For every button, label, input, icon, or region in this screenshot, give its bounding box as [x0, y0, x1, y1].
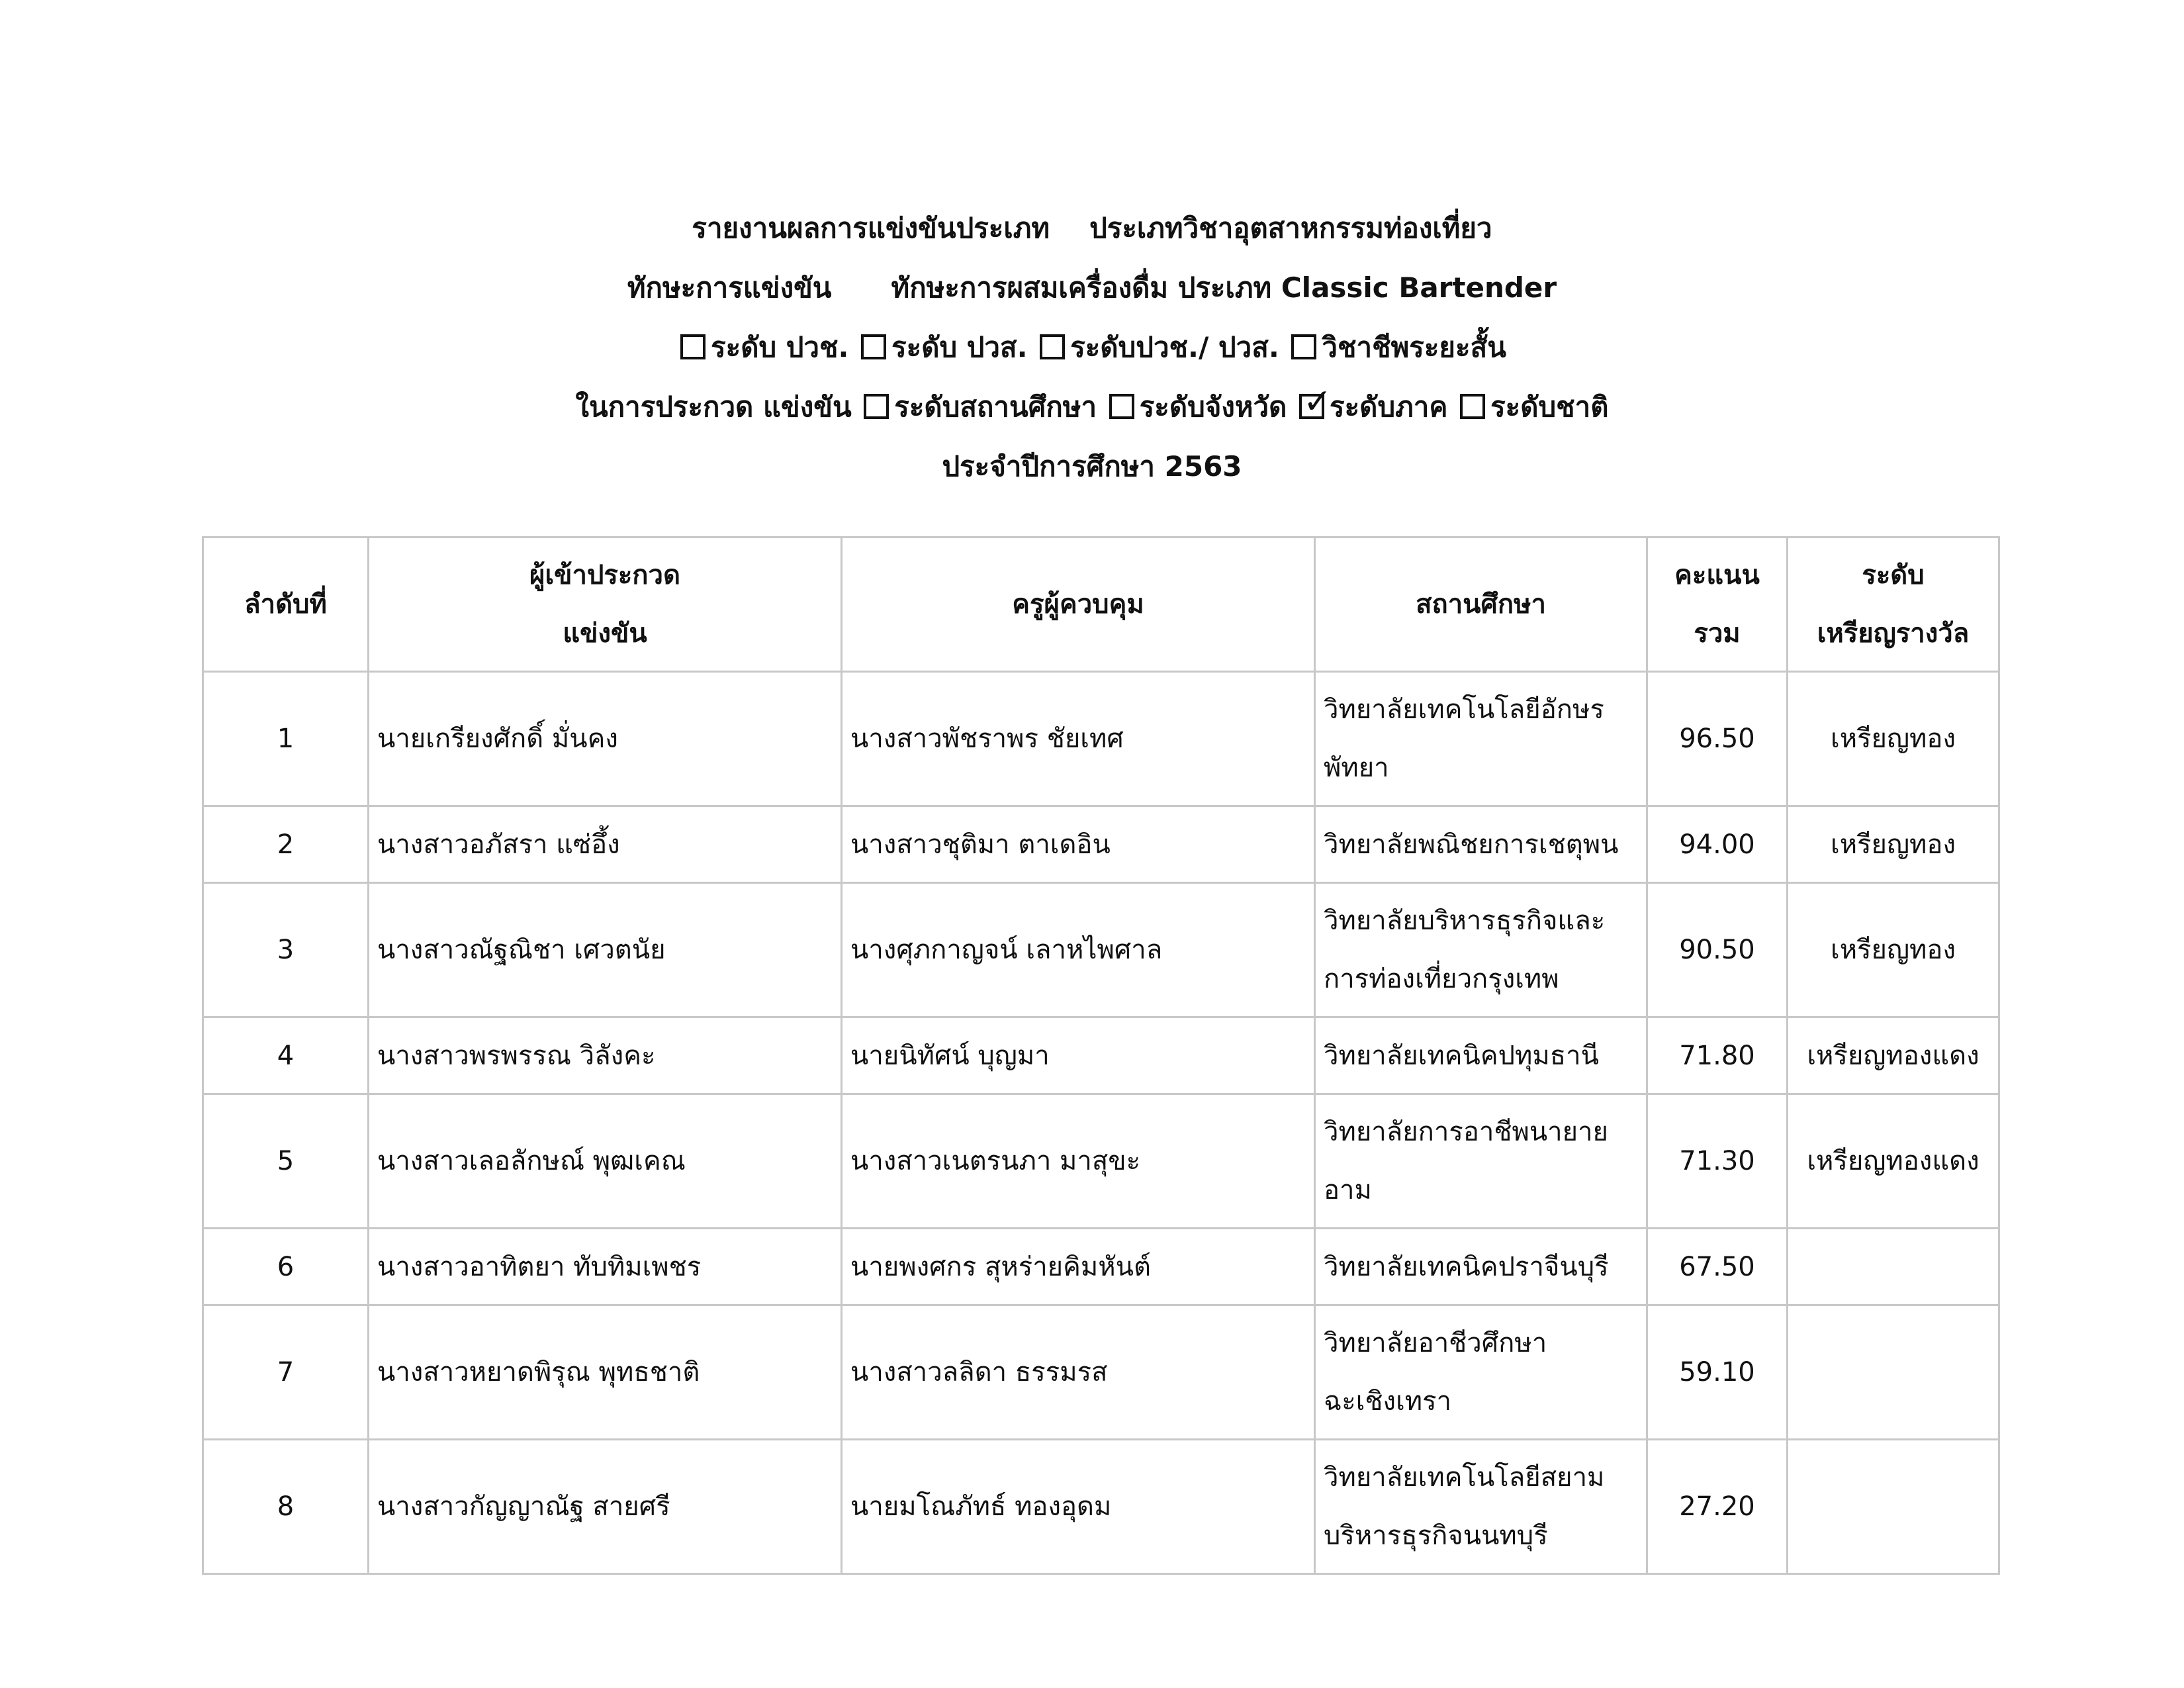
cell-school: วิทยาลัยบริหารธุรกิจและ การท่องเที่ยวกรุงเทพ [1315, 883, 1647, 1017]
level-higher-vocational-label: ระดับ ปวส. [891, 331, 1028, 363]
cell-score: 96.50 [1647, 672, 1788, 806]
cell-participant: นางสาวอภัสรา แซ่อึ้ง [369, 806, 842, 883]
cell-score: 67.50 [1647, 1229, 1788, 1305]
cell-no: 4 [203, 1017, 369, 1094]
header-line-education-levels [0, 318, 2184, 377]
contest-national-label: ระดับชาติ [1490, 391, 1609, 423]
checkbox-contest-province[interactable] [1109, 394, 1134, 419]
cell-participant: นางสาวพรพรรณ วิลังคะ [369, 1017, 842, 1094]
header-line-contest-levels [0, 377, 2184, 437]
header-line-year: ประจำปีการศึกษา 2563 [942, 450, 1242, 483]
checkbox-level-higher-vocational[interactable] [861, 334, 886, 359]
cell-teacher: นางศุภกาญจน์ เลาหไพศาล [842, 883, 1315, 1017]
cell-award: เหรียญทองแดง [1788, 1094, 1999, 1229]
cell-no: 3 [203, 883, 369, 1017]
contest-prefix: ในการประกวด แข่งขัน [575, 391, 852, 423]
level-short-course-label: วิชาชีพระยะสั้น [1322, 331, 1506, 363]
cell-score: 71.80 [1647, 1017, 1788, 1094]
table-row [203, 1305, 1999, 1440]
report-type-value: ประเภทวิชาอุตสาหกรรมท่องเที่ยว [1089, 212, 1492, 244]
skill-value: ทักษะการผสมเครื่องดื่ม ประเภท Classic Bartender [891, 271, 1557, 304]
checkbox-contest-region[interactable] [1299, 382, 1332, 422]
cell-teacher: นายนิทัศน์ บุญมา [842, 1017, 1315, 1094]
cell-award [1788, 1305, 1999, 1440]
cell-teacher: นางสาวลลิดา ธรรมรส [842, 1305, 1315, 1440]
col-header-no: ลำดับที่ [203, 538, 369, 672]
contest-institution-label: ระดับสถานศึกษา [894, 391, 1097, 423]
col-header-participant: ผู้เข้าประกวด แข่งขัน [369, 538, 842, 672]
cell-school: วิทยาลัยเทคโนโลยีอักษร พัทยา [1315, 672, 1647, 806]
cell-participant: นางสาวณัฐณิชา เศวตนัย [369, 883, 842, 1017]
table-header-row [203, 538, 1999, 672]
level-both-label: ระดับปวช./ ปวส. [1070, 331, 1279, 363]
cell-score: 71.30 [1647, 1094, 1788, 1229]
cell-teacher: นายพงศกร สุหร่ายคิมหันต์ [842, 1229, 1315, 1305]
cell-no: 6 [203, 1229, 369, 1305]
checkbox-level-vocational-cert[interactable] [680, 334, 705, 359]
cell-award: เหรียญทองแดง [1788, 1017, 1999, 1094]
checkbox-level-both[interactable] [1040, 334, 1065, 359]
report-header [0, 199, 2184, 496]
cell-score: 27.20 [1647, 1440, 1788, 1574]
table-row [203, 806, 1999, 883]
col-header-award: ระดับ เหรียญรางวัล [1788, 538, 1999, 672]
cell-participant: นางสาวอาทิตยา ทับทิมเพชร [369, 1229, 842, 1305]
cell-no: 1 [203, 672, 369, 806]
checkbox-contest-national[interactable] [1460, 394, 1485, 419]
table-row [203, 1229, 1999, 1305]
cell-participant: นางสาวเลอลักษณ์ พุฒเคณ [369, 1094, 842, 1229]
cell-teacher: นางสาวเนตรนภา มาสุขะ [842, 1094, 1315, 1229]
cell-participant: นางสาวหยาดพิรุณ พุทธชาติ [369, 1305, 842, 1440]
checkbox-level-short-course[interactable] [1291, 334, 1316, 359]
cell-award [1788, 1229, 1999, 1305]
cell-score: 59.10 [1647, 1305, 1788, 1440]
header-line-category [0, 199, 2184, 258]
cell-no: 7 [203, 1305, 369, 1440]
cell-school: วิทยาลัยเทคนิคปทุมธานี [1315, 1017, 1647, 1094]
cell-score: 90.50 [1647, 883, 1788, 1017]
table-row [203, 1440, 1999, 1574]
checkbox-contest-institution[interactable] [864, 394, 889, 419]
cell-no: 5 [203, 1094, 369, 1229]
cell-teacher: นางสาวพัชราพร ชัยเทศ [842, 672, 1315, 806]
skill-label: ทักษะการแข่งขัน [627, 271, 832, 304]
contest-province-label: ระดับจังหวัด [1139, 391, 1287, 423]
cell-award: เหรียญทอง [1788, 883, 1999, 1017]
contest-region-label: ระดับภาค [1330, 391, 1448, 423]
cell-teacher: นายมโณภัทธ์ ทองอุดม [842, 1440, 1315, 1574]
table-row [203, 1094, 1999, 1229]
level-vocational-cert-label: ระดับ ปวช. [711, 331, 849, 363]
cell-award: เหรียญทอง [1788, 672, 1999, 806]
cell-score: 94.00 [1647, 806, 1788, 883]
cell-participant: นางสาวกัญญาณัฐ สายศรี [369, 1440, 842, 1574]
table-row [203, 883, 1999, 1017]
cell-participant: นายเกรียงศักดิ์ มั่นคง [369, 672, 842, 806]
cell-school: วิทยาลัยอาชีวศึกษา ฉะเชิงเทรา [1315, 1305, 1647, 1440]
cell-no: 2 [203, 806, 369, 883]
results-table [202, 536, 2000, 1575]
header-line-skill [0, 258, 2184, 318]
cell-award [1788, 1440, 1999, 1574]
col-header-score: คะแนน รวม [1647, 538, 1788, 672]
cell-teacher: นางสาวชุติมา ตาเดอิน [842, 806, 1315, 883]
col-header-school: สถานศึกษา [1315, 538, 1647, 672]
cell-award: เหรียญทอง [1788, 806, 1999, 883]
cell-school: วิทยาลัยการอาชีพนายาย อาม [1315, 1094, 1647, 1229]
cell-school: วิทยาลัยพณิชยการเชตุพน [1315, 806, 1647, 883]
check-mark-icon: ✓ [1303, 382, 1332, 422]
cell-school: วิทยาลัยเทคโนโลยีสยาม บริหารธุรกิจนนทบุรี [1315, 1440, 1647, 1574]
col-header-teacher: ครูผู้ควบคุม [842, 538, 1315, 672]
table-row [203, 1017, 1999, 1094]
cell-no: 8 [203, 1440, 369, 1574]
report-type-label: รายงานผลการแข่งขันประเภท [692, 212, 1050, 244]
cell-school: วิทยาลัยเทคนิคปราจีนบุรี [1315, 1229, 1647, 1305]
table-row [203, 672, 1999, 806]
